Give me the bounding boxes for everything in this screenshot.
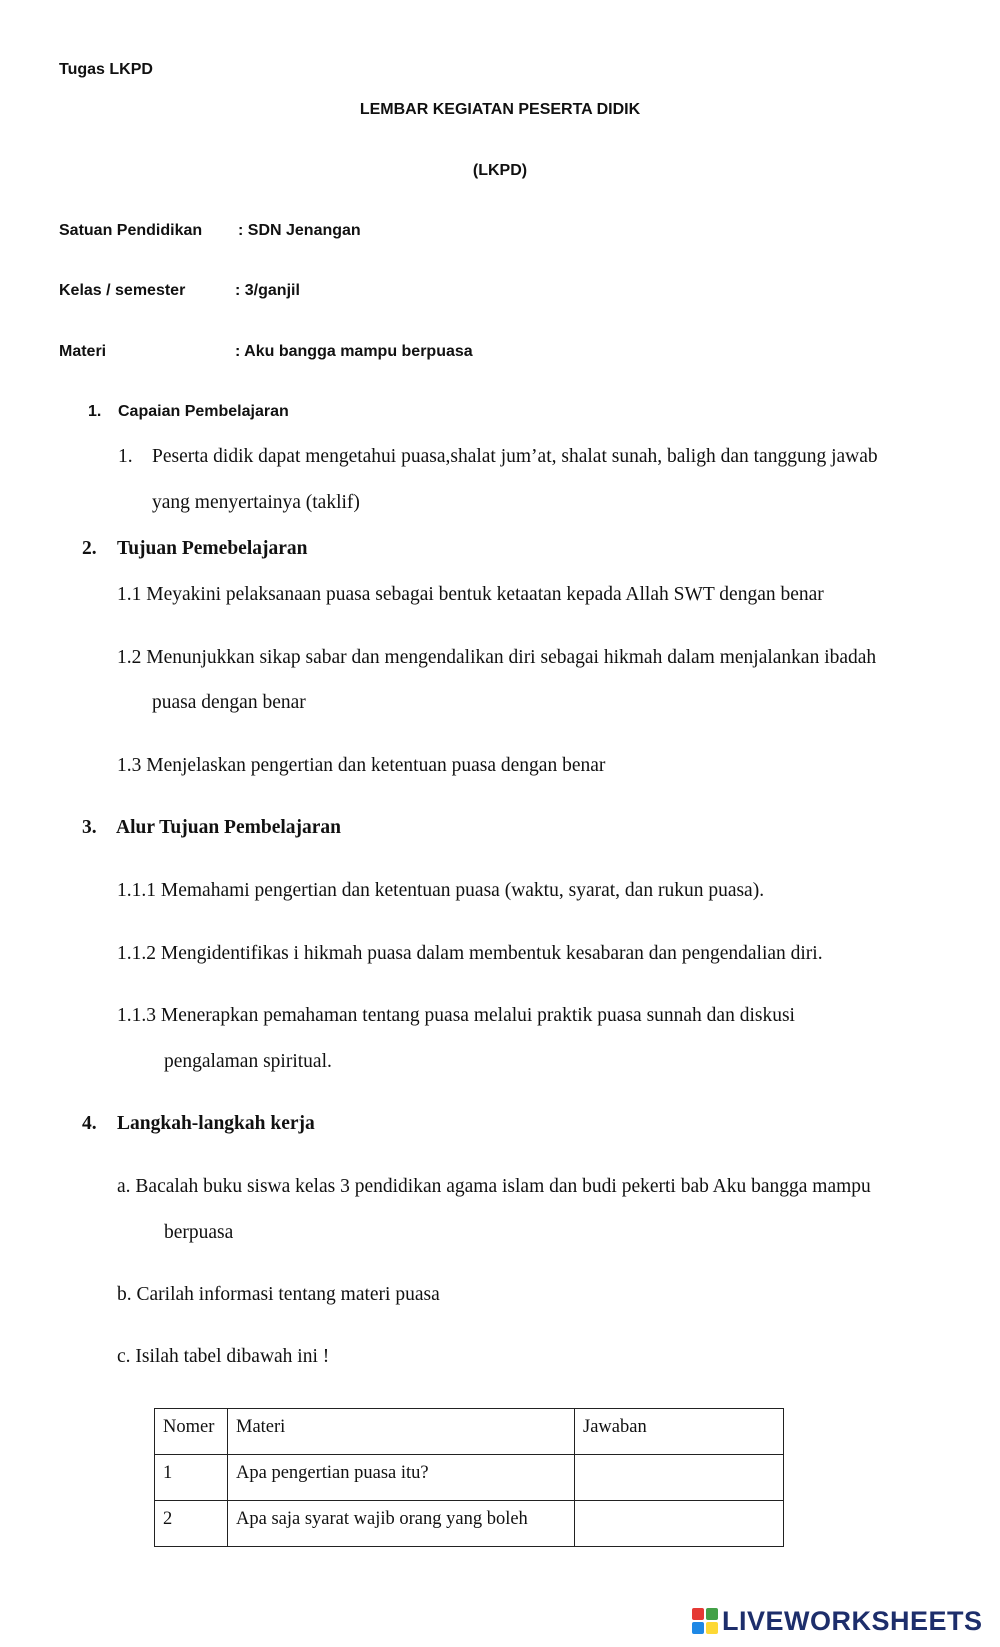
section-number: 2. [82,538,97,559]
table-cell-question: Apa pengertian puasa itu? [228,1455,575,1501]
identity-value-satuan: : SDN Jenangan [238,222,361,239]
liveworksheets-logo [692,1606,983,1636]
section-title: Tujuan Pemebelajaran [117,538,308,559]
section-title: Alur Tujuan Pembelajaran [116,817,342,838]
identity-label-kelas: Kelas / semester [59,282,186,299]
table-cell-question: Apa saja syarat wajib orang yang boleh [228,1501,575,1547]
list-item: 1.1 Meyakini pelaksanaan puasa sebagai bentuk ketaatan kepada Allah SWT dengan benar [117,584,824,605]
identity-label-satuan: Satuan Pendidikan [59,222,203,239]
list-item-number: 1. [118,446,133,467]
logo-square [706,1622,718,1634]
table-header-cell: Jawaban [575,1409,784,1455]
list-item-continuation: pengalaman spiritual. [164,1051,332,1072]
table-header-row [155,1409,784,1455]
table-header-cell: Nomer [155,1409,228,1455]
page-subtitle: (LKPD) [472,162,528,179]
list-item: b. Carilah informasi tentang materi puasa [117,1284,440,1305]
section-title: Langkah-langkah kerja [117,1113,315,1134]
list-item-continuation: puasa dengan benar [152,692,306,713]
answer-table [154,1408,784,1547]
identity-value-kelas: : 3/ganjil [235,282,300,299]
list-item: Peserta didik dapat mengetahui puasa,shalat jum’at, shalat sunah, baligh dan tanggung jawab [152,446,878,467]
list-item: 1.2 Menunjukkan sikap sabar dan mengendalikan diri sebagai hikmah dalam menjalankan ibadah [117,647,877,668]
logo-square [706,1608,718,1620]
document-tag: Tugas LKPD [59,61,153,78]
identity-label-materi: Materi [59,343,107,360]
table-row [155,1455,784,1501]
table-cell-answer[interactable] [575,1501,784,1547]
liveworksheets-logo-icon [692,1608,718,1634]
list-item: c. Isilah tabel dibawah ini ! [117,1346,330,1367]
logo-text: LIVEWORKSHEETS [722,1605,983,1636]
page-title: LEMBAR KEGIATAN PESERTA DIDIK [359,101,641,118]
list-item: a. Bacalah buku siswa kelas 3 pendidikan agama islam dan budi pekerti bab Aku bangga mampu [117,1176,871,1197]
table-header-cell: Materi [228,1409,575,1455]
identity-value-materi: : Aku bangga mampu berpuasa [235,343,473,360]
logo-square [692,1622,704,1634]
list-item: 1.3 Menjelaskan pengertian dan ketentuan puasa dengan benar [117,755,606,776]
list-item: 1.1.2 Mengidentifikas i hikmah puasa dalam membentuk kesabaran dan pengendalian diri. [117,943,823,964]
table-cell-answer[interactable] [575,1455,784,1501]
table-cell-number: 2 [155,1501,228,1547]
section-title: Capaian Pembelajaran [118,403,289,420]
list-item-continuation: berpuasa [164,1222,234,1243]
table-row [155,1501,784,1547]
list-item: 1.1.1 Memahami pengertian dan ketentuan puasa (waktu, syarat, dan rukun puasa). [117,880,765,901]
list-item: 1.1.3 Menerapkan pemahaman tentang puasa melalui praktik puasa sunnah dan diskusi [117,1005,795,1026]
section-number: 4. [82,1113,97,1134]
section-number: 1. [88,403,102,420]
list-item-continuation: yang menyertainya (taklif) [152,492,360,513]
logo-square [692,1608,704,1620]
table-cell-number: 1 [155,1455,228,1501]
section-number: 3. [82,817,97,838]
